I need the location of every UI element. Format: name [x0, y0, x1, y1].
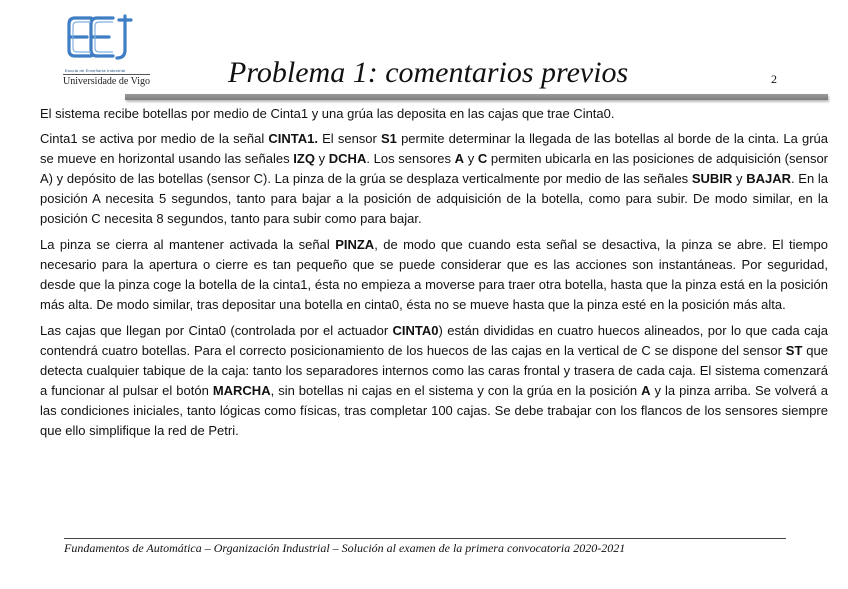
signal-cinta0: CINTA0	[392, 323, 439, 338]
header-rule	[125, 94, 828, 100]
page-number: 2	[771, 72, 777, 86]
footer-text: Fundamentos de Automática – Organización Industrial – Solución al examen de la primera convocatoria 2020-2021	[64, 541, 626, 555]
footer-rule	[64, 538, 786, 539]
button-marcha: MARCHA	[212, 383, 271, 398]
signal-bajar: BAJAR	[746, 171, 791, 186]
sensor-c: C	[477, 151, 488, 166]
signal-izq: IZQ	[293, 151, 315, 166]
signal-pinza: PINZA	[335, 237, 375, 252]
signal-s1: S1	[381, 131, 397, 146]
sensor-a: A	[454, 151, 465, 166]
eei-logo-icon	[65, 10, 137, 64]
paragraph-cajas: Las cajas que llegan por Cinta0 (controlada por el actuador CINTA0) están divididas en cuatro huecos alineados, por lo que cada caja contendrá cuatro botellas. Para el correcto posicionamiento de los huecos de las cajas en la vertical de C se dispone del sensor ST que detecta cualquier tabique de la caja: tanto los separadores internos como las caras frontal y trasera de cada caja. El sistema comenzará a funcionar al pulsar el botón MARCHA, sin botellas ni cajas en el sistema y con la grúa en la posición A y la pinza arriba. Se volverá a las condiciones iniciales, tanto lógicas como físicas, tras completar 100 cajas. Se debe trabajar con los flancos de los sensores siempre que ello simplifique la red de Petri.	[40, 323, 829, 438]
signal-cinta1: CINTA1.	[268, 131, 318, 146]
position-a: A	[641, 383, 651, 398]
signal-dcha: DCHA	[328, 151, 367, 166]
logo-university-text: Universidade de Vigo	[63, 76, 150, 87]
paragraph-cinta1: Cinta1 se activa por medio de la señal CINTA1. El sensor S1 permite determinar la llegada de las botellas al borde de la cinta. La grúa se mueve en horizontal usando las señales IZQ y DCHA. Los sensores A y C permiten ubicarla en las posiciones de adquisición (sensor A) y depósito de las botellas (sensor C). La pinza de la grúa se desplaza verticalmente por medio de las señales SUBIR y BAJAR. En la posición A necesita 5 segundos, tanto para bajar a la posición de adquisición de la botella, como para subir. De modo similar, en la posición C necesita 8 segundos, tanto para subir como para bajar.	[40, 131, 829, 226]
sensor-st: ST	[785, 343, 803, 358]
university-logo	[55, 10, 150, 90]
signal-subir: SUBIR	[691, 171, 733, 186]
document-body	[40, 104, 828, 447]
paragraph-intro: El sistema recibe botellas por medio de Cinta1 y una grúa las deposita en las cajas que trae Cinta0.	[40, 106, 615, 121]
paragraph-pinza: La pinza se cierra al mantener activada la señal PINZA, de modo que cuando esta señal se desactiva, la pinza se abre. El tiempo necesario para la apertura o cierre es tan pequeño que se puede considerar que es las acciones son instantáneas. Por seguridad, desde que la pinza coge la botella de la cinta1, ésta no empieza a moverse para traer otra botella, hasta que la pinza está en la posición más alta. De modo similar, tras depositar una botella en cinta0, ésta no se mueve hasta que la pinza esté en la posición más alta.	[40, 237, 829, 312]
logo-school-text: Escola de Enxeñaría Industrial	[65, 68, 126, 73]
page-title: Problema 1: comentarios previos	[228, 56, 629, 89]
